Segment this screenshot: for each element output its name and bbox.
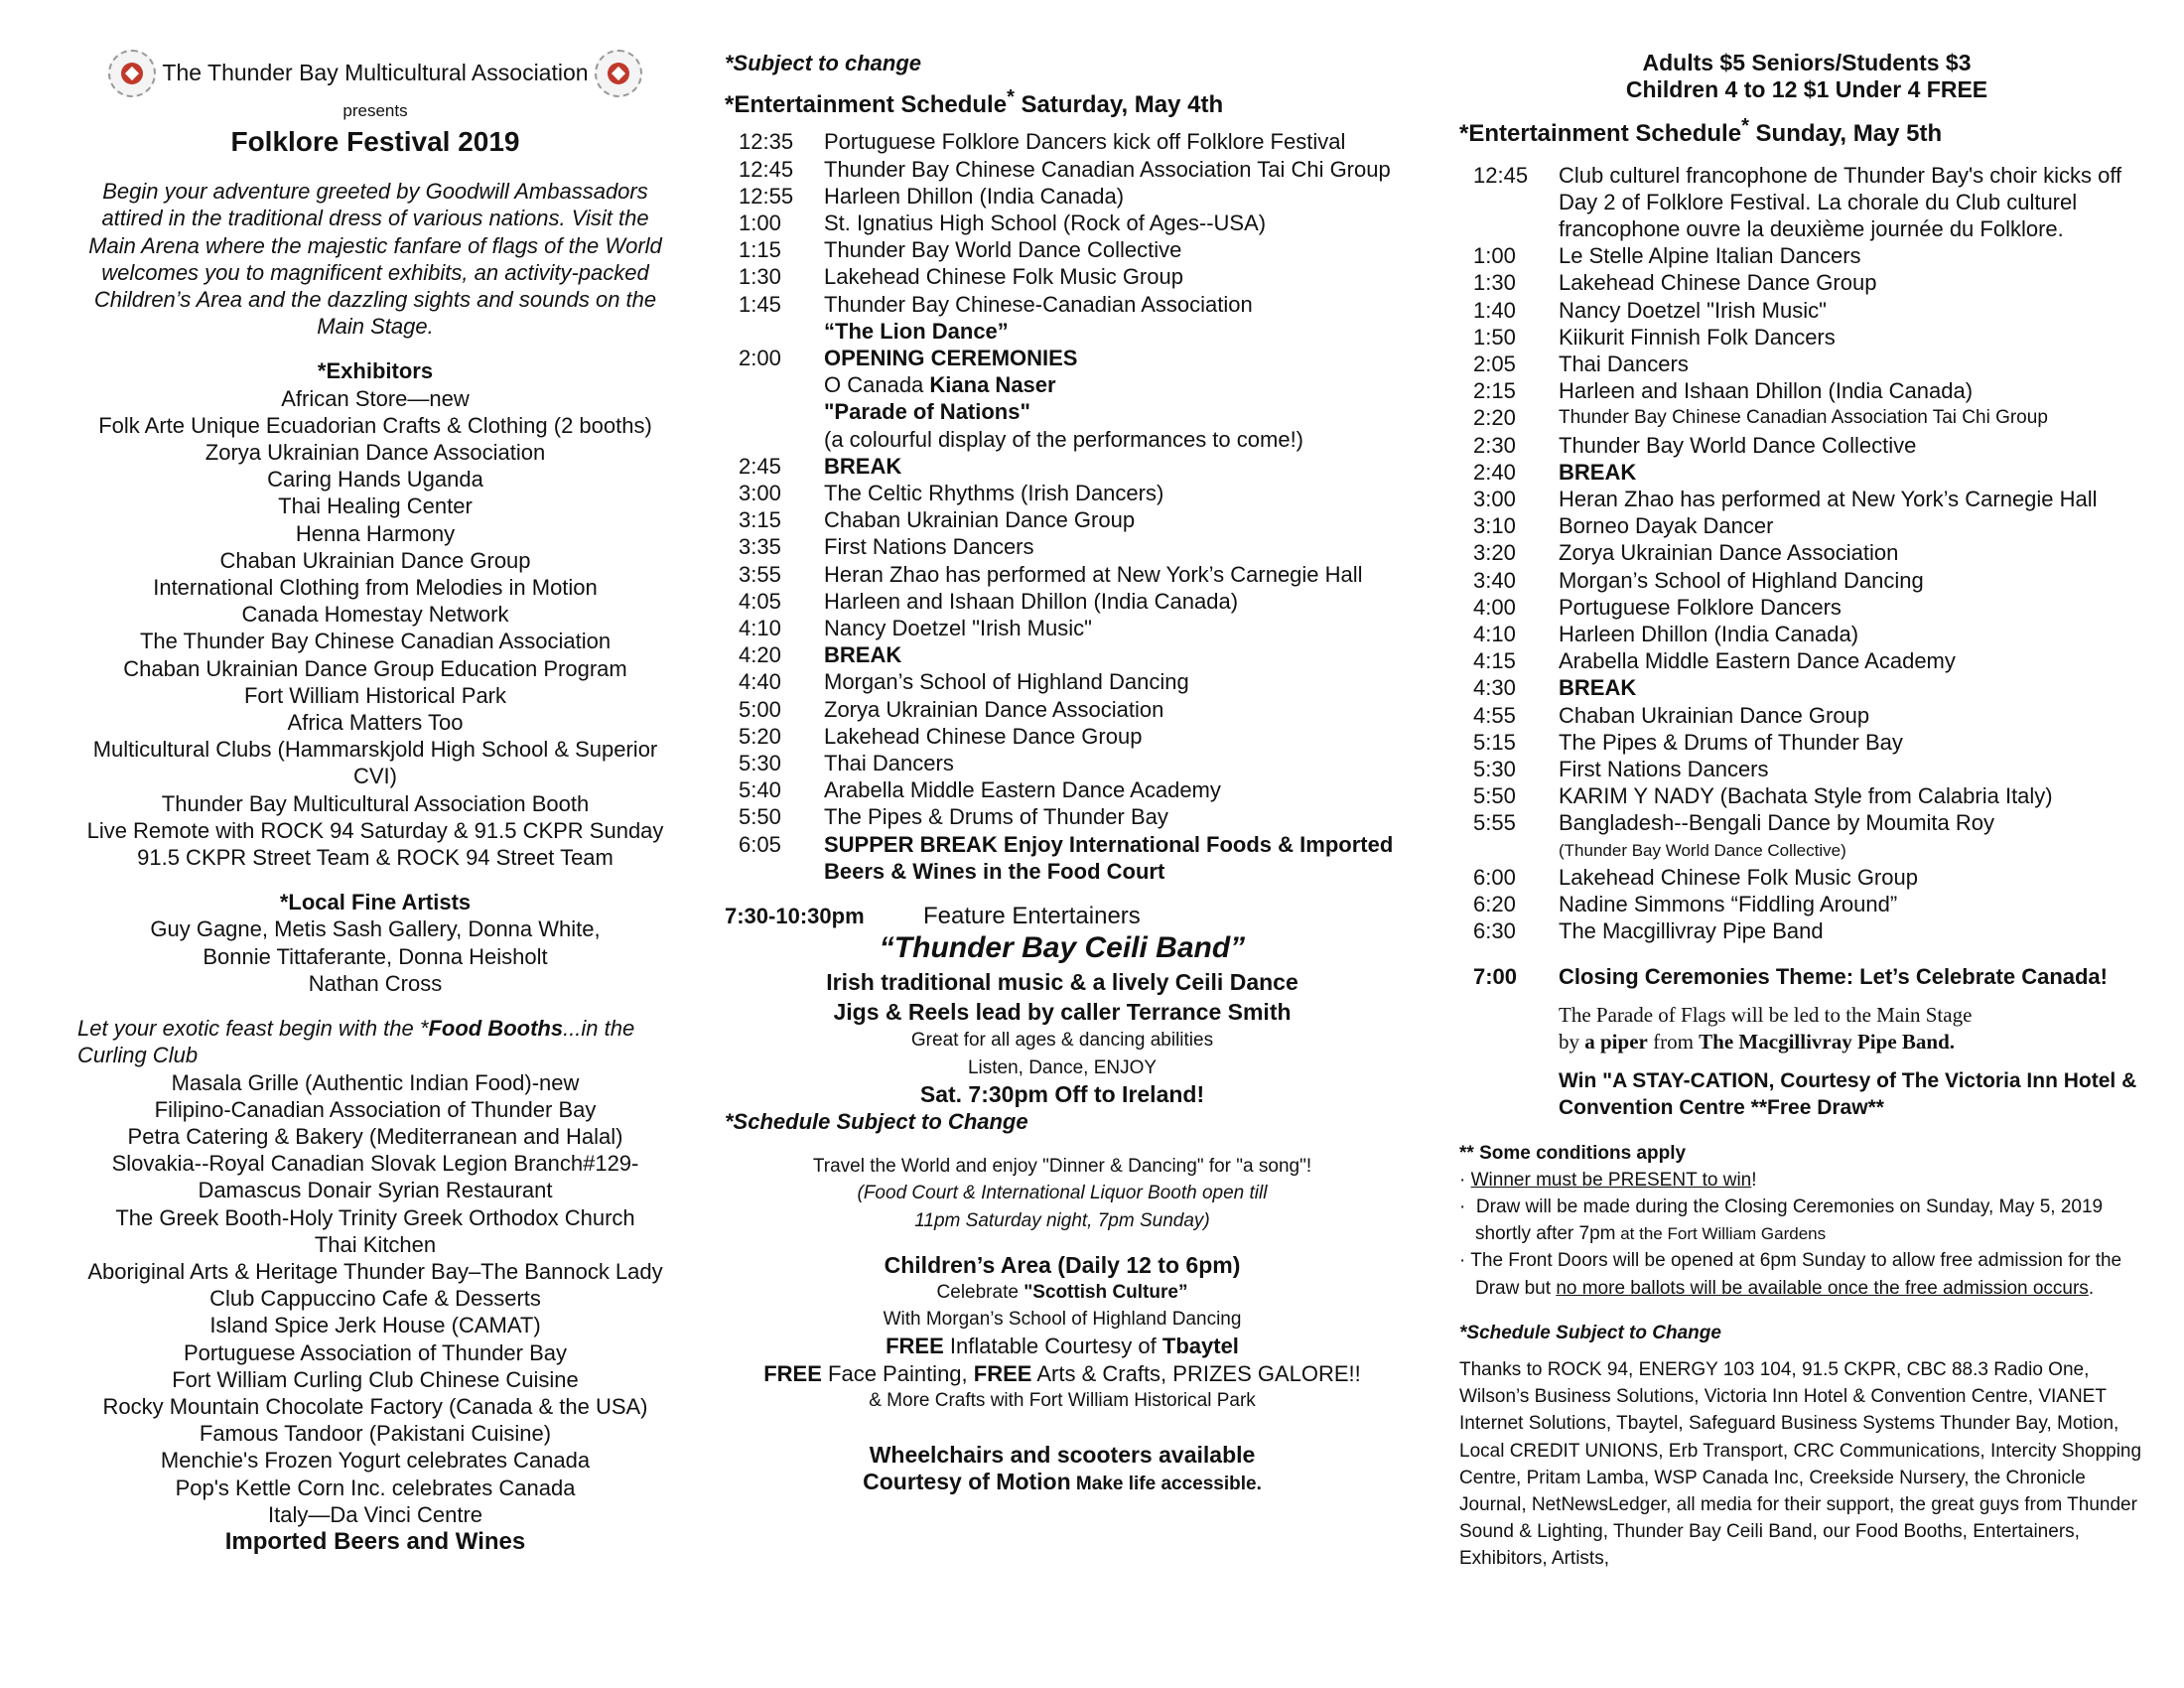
schedule-time: 4:15: [1473, 648, 1516, 674]
sunday-act: Heran Zhao has performed at New York’s Carnegie Hall: [1559, 487, 2098, 512]
prices-line-1: Adults $5 Seniors/Students $3: [1642, 50, 1972, 75]
childrens-line-1: Celebrate "Scottish Culture”: [936, 1281, 1188, 1303]
ceili-line-4: Listen, Dance, ENJOY: [967, 1056, 1158, 1078]
schedule-time: 1:00: [739, 211, 781, 236]
beers-text: Imported Beers and Wines: [224, 1527, 526, 1555]
schedule-time: 4:10: [1473, 622, 1516, 647]
schedule-time: [725, 318, 824, 345]
food-booth-item: Rocky Mountain Chocolate Factory (Canada & the USA): [102, 1393, 648, 1419]
saturday-act: First Nations Dancers: [824, 534, 1034, 560]
schedule-time: 12:45: [739, 156, 794, 182]
conditions-list: · Winner must be PRESENT to win! · Draw will be made during the Closing Ceremonies on Sunday, May 5, 2019 shortly after 7pm at the Fort William Gardens · The Front Doors will be opened at 6pm Sunday to allow free admission for the Draw but no more ballots will be available once the free admission occurs.: [1459, 1169, 2122, 1299]
saturday-act: "Parade of Nations": [824, 399, 1030, 425]
schedule-time: 3:00: [1473, 487, 1516, 512]
food-booth-item: Club Cappuccino Cafe & Desserts: [209, 1286, 541, 1312]
schedule-time: 3:10: [1473, 513, 1516, 539]
saturday-act: (a colourful display of the performances to come!): [824, 426, 1304, 452]
saturday-act: Harleen Dhillon (India Canada): [824, 183, 1125, 209]
schedule-time: 1:45: [739, 291, 781, 317]
thanks-text: Thanks to ROCK 94, ENERGY 103 104, 91.5 CKPR, CBC 88.3 Radio One, Wilson’s Business Solutions, Victoria Inn Hotel & Convention Centre, VIANET Internet Solutions, Tbaytel, Safeguard Business Systems Thunder Bay, Motion, Local CREDIT UNIONS, Erb Transport, CRC Communications, Intercity Shopping Centre, Pritam Lamba, WSP Canada Inc, Creekside Nursery, the Chronicle Journal, NetNewsLedger, all media for their support, the great guys from Thunder Sound & Lighting, Thunder Bay Ceili Band, our Food Booths, Entertainers, Exhibitors, Artists,: [1459, 1358, 2142, 1570]
exhibitors-heading: *Exhibitors: [317, 358, 434, 384]
sunday-act: Arabella Middle Eastern Dance Academy: [1559, 648, 1956, 674]
schedule-time: 12:55: [739, 183, 794, 209]
schedule-time: 5:40: [739, 777, 781, 803]
saturday-act: SUPPER BREAK Enjoy International Foods & Imported Beers & Wines in the Food Court: [824, 831, 1394, 884]
saturday-act: O Canada Kiana Naser: [824, 372, 1056, 398]
sunday-act: Thai Dancers: [1559, 352, 1689, 377]
food-court-hours: (Food Court & International Liquor Booth open till 11pm Saturday night, 7pm Sunday): [857, 1183, 1268, 1231]
exhibitor-item: 91.5 CKPR Street Team & ROCK 94 Street Team: [137, 845, 614, 871]
schedule-time: 1:30: [1473, 270, 1516, 296]
schedule-time: 4:05: [739, 588, 781, 614]
schedule-time: 1:15: [739, 237, 781, 263]
childrens-line-4: FREE Face Painting, FREE Arts & Crafts, PRIZES GALORE!!: [763, 1360, 1361, 1386]
sunday-act: Nancy Doetzel "Irish Music": [1559, 297, 1827, 323]
sunday-act: First Nations Dancers: [1559, 757, 1769, 782]
food-booth-item: Masala Grille (Authentic Indian Food)-new: [171, 1069, 580, 1095]
ceili-line-5: Sat. 7:30pm Off to Ireland!: [919, 1080, 1205, 1107]
exhibitors-list: [77, 385, 673, 872]
schedule-time: 3:35: [739, 534, 781, 560]
food-booth-item: Pop's Kettle Corn Inc. celebrates Canada: [175, 1475, 576, 1500]
saturday-act: Zorya Ukrainian Dance Association: [824, 696, 1164, 722]
food-booth-item: Thai Kitchen: [314, 1231, 437, 1257]
exhibitor-item: Chaban Ukrainian Dance Group: [219, 547, 531, 573]
exhibitor-item: Caring Hands Uganda: [267, 467, 483, 492]
org-header: [77, 50, 673, 97]
saturday-act: Thunder Bay World Dance Collective: [824, 237, 1182, 263]
food-booth-item: Petra Catering & Bakery (Mediterranean and Halal): [127, 1123, 623, 1149]
food-booth-item: Slovakia--Royal Canadian Slovak Legion Branch#129-: [111, 1151, 639, 1177]
parade-line-1: The Parade of Flags will be led to the Main Stage: [1559, 1002, 1973, 1027]
food-booth-item: Filipino-Canadian Association of Thunder Bay: [154, 1096, 597, 1122]
food-intro: Let your exotic feast begin with the *Food Booths...in the Curling Club: [77, 1016, 635, 1068]
exhibitor-item: Canada Homestay Network: [241, 602, 509, 628]
sunday-act: BREAK: [1559, 459, 1637, 485]
schedule-time: 2:05: [1473, 352, 1516, 377]
schedule-time: 2:40: [1473, 459, 1516, 485]
ceili-line-1: Irish traditional music & a lively Ceili Dance: [826, 969, 1298, 996]
saturday-act: “The Lion Dance”: [824, 318, 1009, 344]
maple-leaf-seal-icon: [595, 50, 642, 97]
exhibitor-item: Fort William Historical Park: [243, 682, 507, 708]
schedule-time: 5:50: [739, 804, 781, 830]
sunday-act: Harleen and Ishaan Dhillon (India Canada): [1559, 378, 1974, 404]
schedule-time: 4:10: [739, 616, 781, 641]
sunday-heading: *Entertainment Schedule* Sunday, May 5th: [1459, 115, 1943, 148]
saturday-act: Morgan’s School of Highland Dancing: [824, 669, 1189, 695]
intro-text: Begin your adventure greeted by Goodwill Ambassadors attired in the traditional dress of various nations. Visit the Main Arena where the majestic fanfare of flags of the World welcomes you to magnificent exhibits, an activity-packed Children’s Area and the dazzling sights and sounds on the Main Stage.: [88, 179, 662, 340]
food-booth-item: Famous Tandoor (Pakistani Cuisine): [199, 1421, 552, 1447]
artist-line: Nathan Cross: [308, 970, 443, 996]
schedule-time: 3:40: [1473, 567, 1516, 593]
artists-heading: *Local Fine Artists: [279, 890, 472, 915]
saturday-act: Portuguese Folklore Dancers kick off Folklore Festival: [824, 129, 1346, 155]
exhibitor-item: Multicultural Clubs (Hammarskjold High School & Superior CVI): [92, 737, 658, 789]
saturday-act: Arabella Middle Eastern Dance Academy: [824, 777, 1221, 803]
ceili-band-title: “Thunder Bay Ceili Band”: [879, 931, 1246, 965]
exhibitor-item: Thai Healing Center: [278, 493, 473, 519]
ceili-line-3: Great for all ages & dancing abilities: [910, 1030, 1214, 1052]
wheelchair-line-2: Courtesy of Motion Make life accessible.: [863, 1469, 1262, 1495]
schedule-time: 4:40: [739, 669, 781, 695]
saturday-act: Thunder Bay Chinese Canadian Association Tai Chi Group: [824, 156, 1391, 182]
schedule-time: 3:20: [1473, 540, 1516, 566]
artists-list: [77, 915, 673, 997]
food-booth-item: Aboriginal Arts & Heritage Thunder Bay–The Bannock Lady: [87, 1258, 663, 1284]
sunday-act: Club culturel francophone de Thunder Bay's choir kicks off Day 2 of Folklore Festival. La chorale du Club culturel francophone ouvre la deuxième journée du Folklore.: [1559, 162, 2122, 242]
schedule-time: 3:15: [739, 507, 781, 533]
saturday-act: Nancy Doetzel "Irish Music": [824, 616, 1092, 641]
saturday-act: Thunder Bay Chinese-Canadian Association: [824, 291, 1253, 317]
exhibitor-item: Chaban Ukrainian Dance Group Education Program: [123, 655, 627, 681]
schedule-time: [725, 398, 824, 425]
sunday-act: Thunder Bay World Dance Collective: [1559, 432, 1917, 458]
schedule-time: 5:30: [739, 751, 781, 776]
schedule-time: 12:35: [739, 129, 794, 155]
food-list: [77, 1069, 673, 1528]
schedule-time: 1:00: [1473, 243, 1516, 269]
sunday-act: Kiikurit Finnish Folk Dancers: [1559, 324, 1836, 350]
saturday-schedule: [725, 128, 1400, 885]
sunday-act: Harleen Dhillon (India Canada): [1559, 622, 1859, 647]
saturday-heading: *Entertainment Schedule* Saturday, May 4th: [725, 86, 1224, 119]
saturday-act: BREAK: [824, 453, 902, 479]
left-column: [77, 50, 673, 1555]
schedule-time: 4:00: [1473, 594, 1516, 620]
schedule-time: 2:20: [1473, 405, 1516, 431]
saturday-act: The Pipes & Drums of Thunder Bay: [824, 804, 1168, 830]
exhibitor-item: The Thunder Bay Chinese Canadian Association: [139, 629, 612, 654]
exhibitor-item: Africa Matters Too: [287, 710, 464, 736]
food-booth-item: Menchie's Frozen Yogurt celebrates Canada: [160, 1448, 591, 1474]
saturday-act: Heran Zhao has performed at New York’s Carnegie Hall: [824, 561, 1363, 587]
exhibitor-item: Live Remote with ROCK 94 Saturday & 91.5 CKPR Sunday: [86, 817, 664, 843]
schedule-time: 2:00: [739, 346, 781, 371]
childrens-line-2: With Morgan’s School of Highland Dancing: [883, 1309, 1242, 1331]
food-booth-item: Portuguese Association of Thunder Bay: [183, 1339, 568, 1365]
schedule-time: 6:00: [1473, 864, 1516, 890]
draw-prize: Win "A STAY-CATION, Courtesy of The Victoria Inn Hotel & Convention Centre **Free Draw**: [1559, 1069, 2137, 1120]
food-booth-item: Damascus Donair Syrian Restaurant: [198, 1178, 553, 1203]
childrens-line-5: & More Crafts with Fort William Historical Park: [869, 1389, 1256, 1411]
exhibitor-item: Zorya Ukrainian Dance Association: [205, 440, 546, 466]
schedule-time: 5:15: [1473, 729, 1516, 755]
sunday-act: BREAK: [1559, 675, 1637, 701]
closing-ceremonies: 7:00 Closing Ceremonies Theme: Let’s Celebrate Canada!: [1473, 963, 2108, 989]
saturday-act: Lakehead Chinese Folk Music Group: [824, 264, 1183, 290]
childrens-area-heading: Children’s Area (Daily 12 to 6pm): [884, 1251, 1241, 1278]
page-title: Folklore Festival 2019: [230, 126, 520, 158]
schedule-time: 4:55: [1473, 702, 1516, 728]
exhibitor-item: Folk Arte Unique Ecuadorian Crafts & Clothing (2 booths): [98, 412, 652, 438]
schedule-time: 4:30: [1473, 675, 1516, 701]
prices-line-2: Children 4 to 12 $1 Under 4 FREE: [1625, 76, 1988, 103]
wheelchair-line-1: Wheelchairs and scooters available: [869, 1441, 1256, 1468]
schedule-time: 6:20: [1473, 892, 1516, 917]
conditions-heading: ** Some conditions apply: [1459, 1142, 1687, 1164]
sunday-act: KARIM Y NADY (Bachata Style from Calabria Italy): [1559, 783, 2053, 809]
sunday-act: Bangladesh--Bengali Dance by Moumita Roy (Thunder Bay World Dance Collective): [1559, 810, 1995, 860]
presents-text: presents: [342, 101, 408, 120]
schedule-time: 1:30: [739, 264, 781, 290]
schedule-time: 1:50: [1473, 324, 1516, 350]
sunday-act: Nadine Simmons “Fiddling Around”: [1559, 892, 1898, 917]
sunday-act: Morgan’s School of Highland Dancing: [1559, 567, 1924, 593]
schedule-change-note: *Schedule Subject to Change: [725, 1108, 1028, 1134]
exhibitor-item: African Store—new: [281, 385, 470, 411]
schedule-time: [725, 426, 824, 453]
schedule-time: [725, 371, 824, 398]
ceili-line-2: Jigs & Reels lead by caller Terrance Smith: [833, 999, 1292, 1026]
parade-line-2: by a piper from The Macgillivray Pipe Band.: [1559, 1029, 1956, 1054]
schedule-time: 3:55: [739, 561, 781, 587]
food-booth-item: Fort William Curling Club Chinese Cuisine: [172, 1366, 579, 1392]
sunday-act: Borneo Dayak Dancer: [1559, 513, 1774, 539]
schedule-time: 5:55: [1473, 810, 1516, 836]
sunday-act: The Pipes & Drums of Thunder Bay: [1559, 729, 1903, 755]
saturday-act: St. Ignatius High School (Rock of Ages--USA): [824, 211, 1267, 236]
org-name: The Thunder Bay Multicultural Association: [162, 60, 589, 86]
saturday-act: Lakehead Chinese Dance Group: [824, 723, 1143, 749]
maple-leaf-seal-icon: [108, 50, 156, 97]
saturday-act: Chaban Ukrainian Dance Group: [824, 507, 1136, 533]
food-booth-item: The Greek Booth-Holy Trinity Greek Orthodox Church: [115, 1204, 635, 1230]
childrens-line-3: FREE Inflatable Courtesy of Tbaytel: [886, 1334, 1239, 1359]
schedule-time: 4:20: [739, 642, 781, 668]
schedule-time: 2:15: [1473, 378, 1516, 404]
saturday-act: The Celtic Rhythms (Irish Dancers): [824, 481, 1164, 506]
sunday-act: Chaban Ukrainian Dance Group: [1559, 702, 1870, 728]
travel-text: Travel the World and enjoy "Dinner & Dancing" for "a song"!: [812, 1156, 1312, 1178]
schedule-time: 6:30: [1473, 918, 1516, 944]
schedule-time: 5:00: [739, 696, 781, 722]
saturday-act: Harleen and Ishaan Dhillon (India Canada): [824, 588, 1239, 614]
sunday-act: Lakehead Chinese Dance Group: [1559, 270, 1877, 296]
schedule-time: 3:00: [739, 481, 781, 506]
sunday-act: Lakehead Chinese Folk Music Group: [1559, 864, 1918, 890]
sunday-act: Zorya Ukrainian Dance Association: [1559, 540, 1899, 566]
saturday-act: OPENING CEREMONIES: [824, 346, 1078, 371]
schedule-time: 2:30: [1473, 432, 1516, 458]
schedule-time: 5:20: [739, 723, 781, 749]
right-column: [1459, 50, 2154, 1573]
sunday-act: Portuguese Folklore Dancers: [1559, 594, 1842, 620]
artist-line: Bonnie Tittaferante, Donna Heisholt: [203, 943, 548, 969]
saturday-act: Thai Dancers: [824, 751, 954, 776]
feature-entertainers: 7:30-10:30pm Feature Entertainers: [725, 903, 1141, 930]
schedule-time: 1:40: [1473, 297, 1516, 323]
middle-column: [725, 50, 1400, 1497]
artist-line: Guy Gagne, Metis Sash Gallery, Donna White,: [150, 916, 601, 942]
subject-to-change: *Subject to change: [725, 51, 922, 75]
exhibitor-item: International Clothing from Melodies in Motion: [153, 575, 598, 601]
schedule-time: 5:30: [1473, 757, 1516, 782]
exhibitor-item: Thunder Bay Multicultural Association Booth: [161, 790, 590, 816]
food-booth-item: Island Spice Jerk House (CAMAT): [209, 1313, 541, 1338]
schedule-time: 6:05: [739, 831, 781, 857]
sunday-act: Le Stelle Alpine Italian Dancers: [1559, 243, 1861, 269]
schedule-change-note: *Schedule Subject to Change: [1459, 1322, 1721, 1343]
schedule-time: 5:50: [1473, 783, 1516, 809]
schedule-time: 12:45: [1473, 162, 1529, 188]
sunday-schedule: [1459, 162, 2154, 945]
saturday-act: BREAK: [824, 642, 902, 668]
sunday-act: Thunder Bay Chinese Canadian Association Tai Chi Group: [1559, 407, 2048, 429]
sunday-act: The Macgillivray Pipe Band: [1559, 918, 1824, 944]
schedule-time: 2:45: [739, 453, 781, 479]
exhibitor-item: Henna Harmony: [295, 520, 456, 546]
food-booth-item: Italy—Da Vinci Centre: [267, 1501, 482, 1527]
